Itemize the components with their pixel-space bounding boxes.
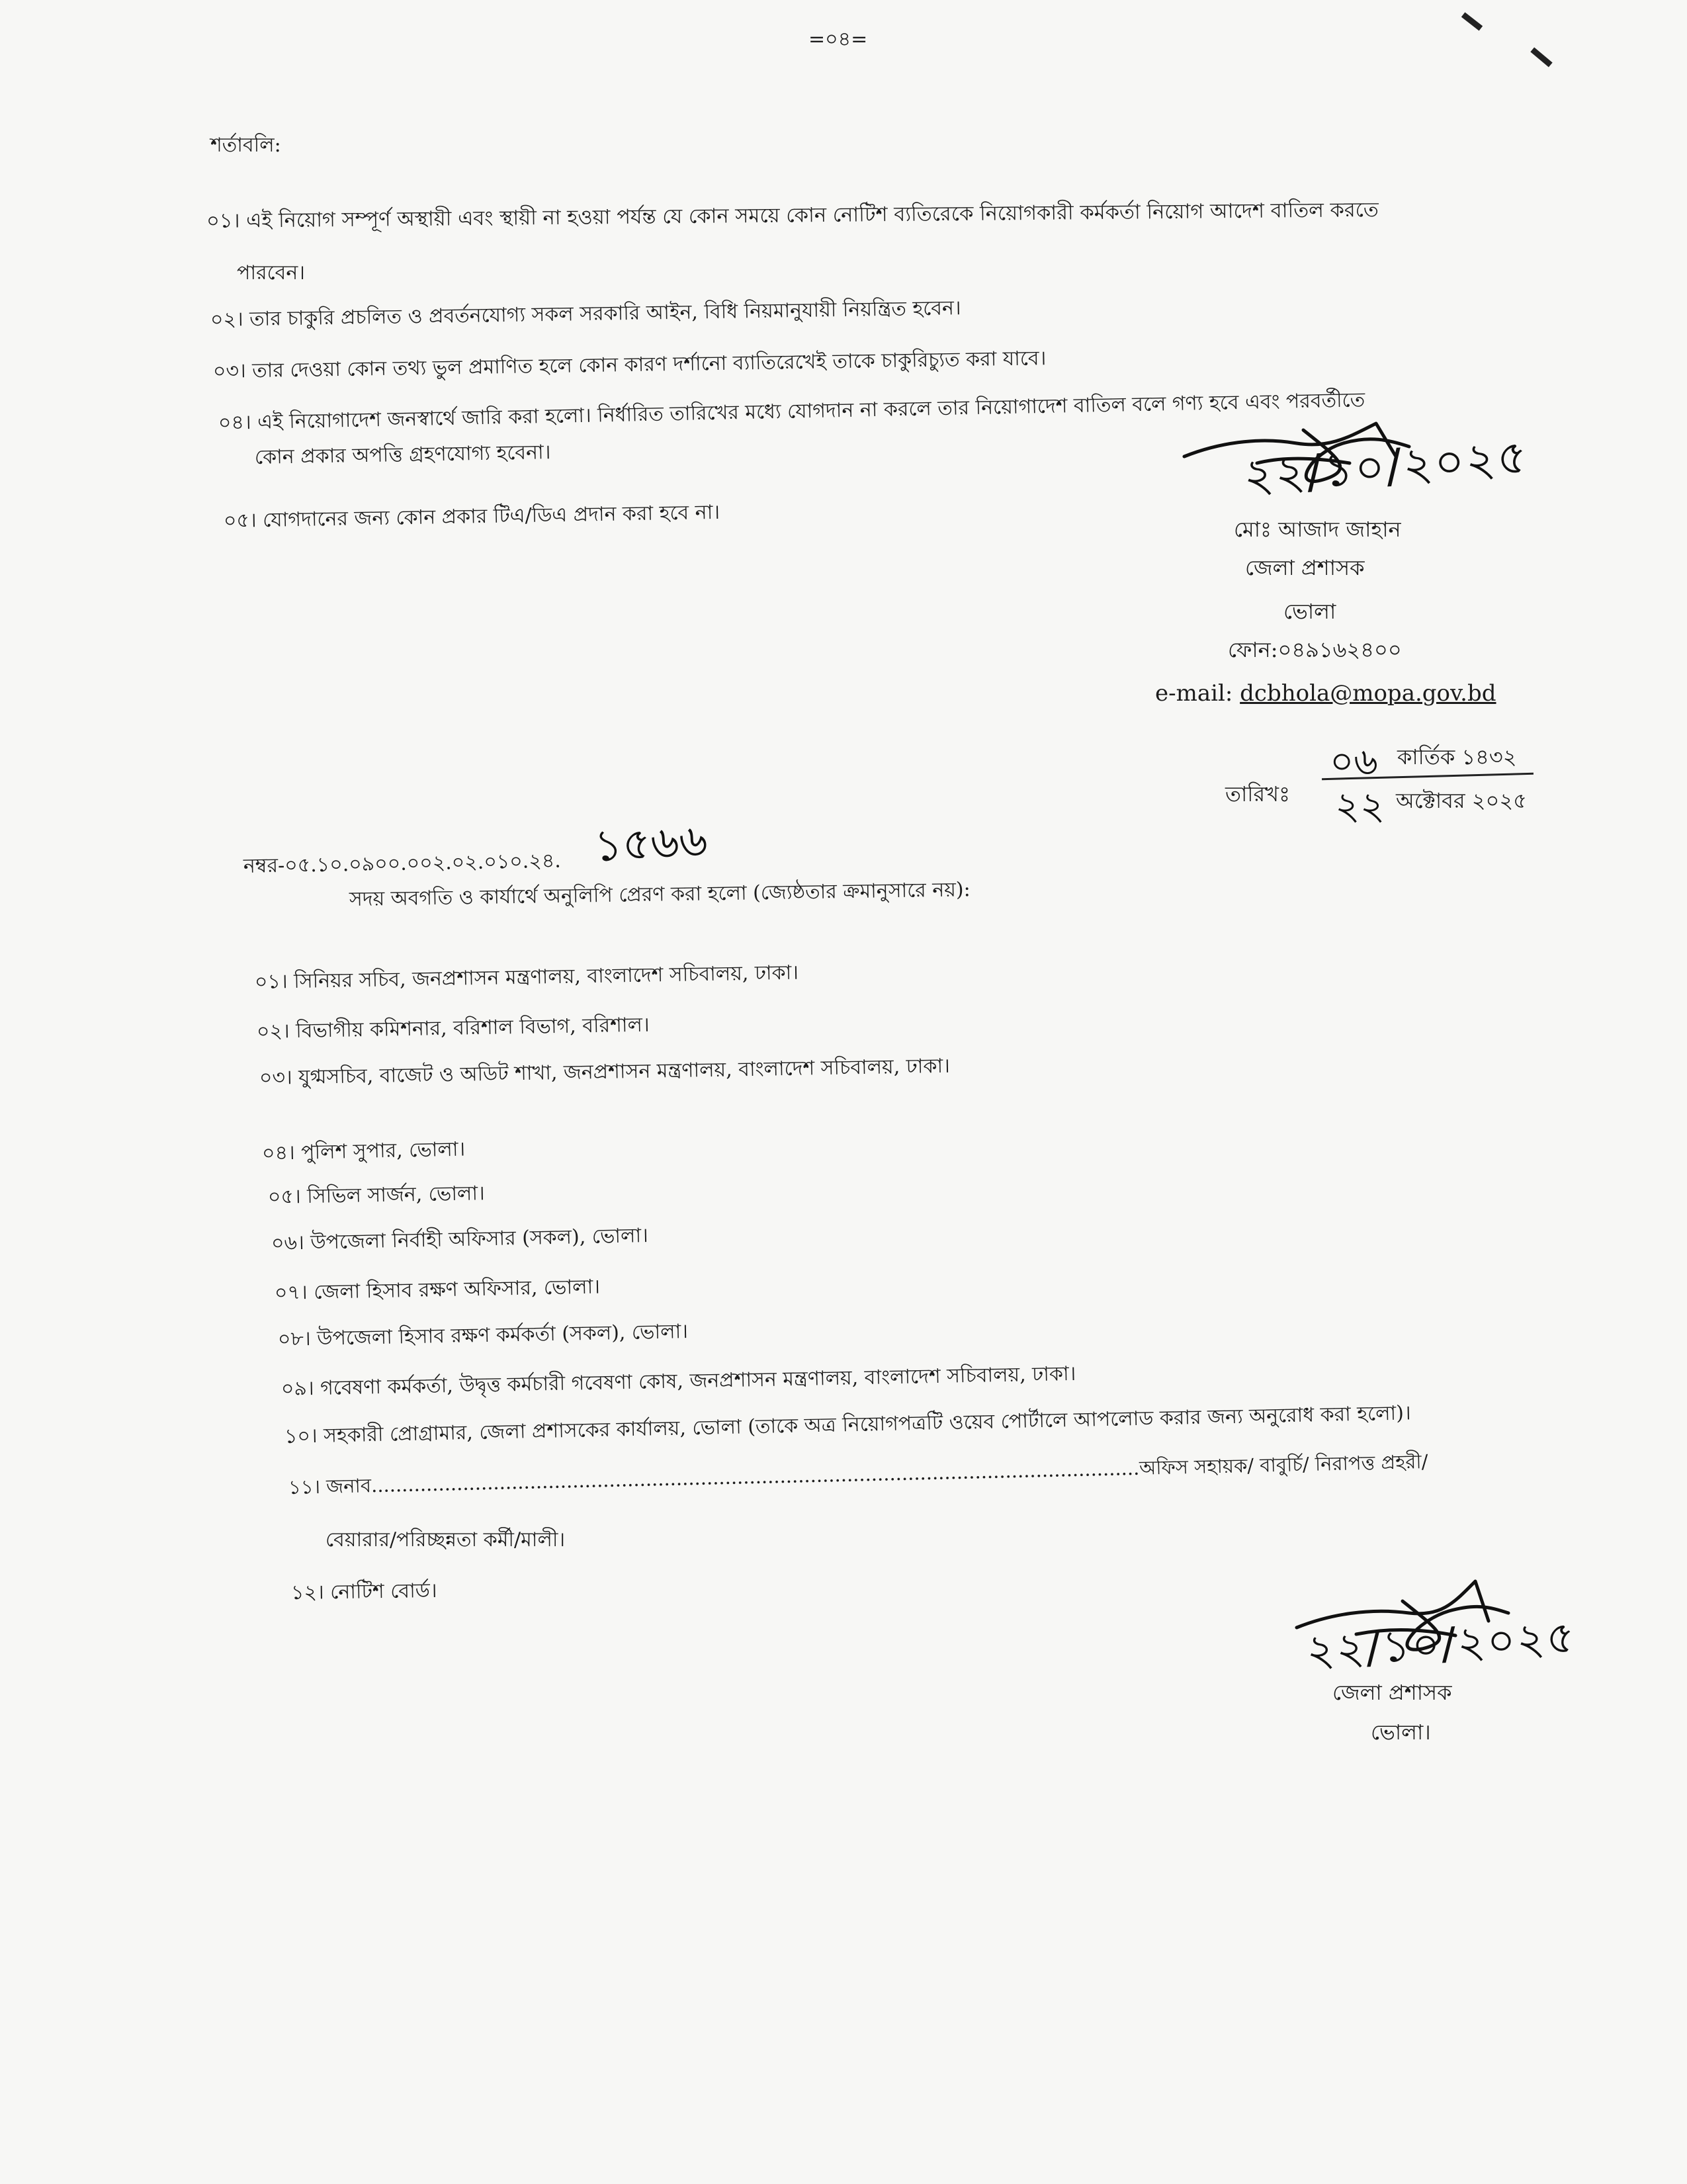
date-english-day: ২২ [1335,783,1385,828]
officer-designation: জেলা প্রশাসক [1245,555,1365,580]
date-label: তারিখঃ [1225,781,1291,807]
conditions-heading: শর্তাবলি: [210,134,281,157]
officer-phone: ফোন:০৪৯১৬২৪০০ [1228,637,1402,662]
email-address[interactable]: dcbhola@mopa.gov.bd [1240,680,1496,707]
memo-number: নম্বর-০৫.১০.০৯০০.০০২.০২.০১০.২৪. [243,849,562,878]
copy-item-03: ০৩। যুগ্মসচিব, বাজেট ও অডিট শাখা, জনপ্রশাসন মন্ত্রণালয়, বাংলাদেশ সচিবালয়, ঢাকা। [259,1054,951,1090]
copy-item-11-cont: বেয়ারার/পরিচ্ছন্নতা কর্মী/মালী। [325,1528,566,1551]
copy-item-06: ০৬। উপজেলা নির্বাহী অফিসার (সকল), ভোলা। [271,1224,649,1255]
page-number: =০৪= [808,28,868,51]
copy-item-09: ০৯। গবেষণা কর্মকর্তা, উদ্বৃত্ত কর্মচারী গবেষণা কোষ, জনপ্রশাসন মন্ত্রণালয়, বাংলাদেশ সচিবালয়, ঢাকা। [281,1362,1076,1401]
copy-item-02: ০২। বিভাগীয় কমিশনার, বরিশাল বিভাগ, বরিশাল। [256,1013,650,1043]
staple-mark-bottom [1530,47,1552,67]
email-label: e-mail: [1155,680,1233,707]
copy-item-07: ০৭। জেলা হিসাব রক্ষণ অফিসার, ভোলা। [274,1275,601,1305]
condition-04-cont: কোন প্রকার অপত্তি গ্রহণযোগ্য হবেনা। [254,441,551,469]
copy-item-10: ১০। সহকারী প্রোগ্রামার, জেলা প্রশাসকের কার্যালয়, ভোলা (তাকে অত্র নিয়োগপত্রটি ওয়েব পোর্টালে আপলোড করার জন্য অনুরোধ করা হলো)। [284,1401,1411,1448]
condition-01-cont: পারবেন। [237,261,305,284]
condition-05: ০৫। যোগদানের জন্য কোন প্রকার টিএ/ডিএ প্রদান করা হবে না। [223,500,720,533]
officer-name: মোঃ আজাদ জাহান [1234,517,1401,542]
officer-district: ভোলা [1283,599,1336,624]
copy-item-12: ১২। নোটিশ বোর্ড। [290,1579,437,1604]
date-english-month-year: অক্টোবর ২০২৫ [1396,788,1527,813]
signature-2-district: ভোলা। [1371,1720,1431,1745]
signature-1-date: ২২/১০/২০২৫ [1242,429,1530,503]
signature-2-designation: জেলা প্রশাসক [1332,1680,1452,1705]
condition-01: ০১। এই নিয়োগ সম্পূর্ণ অস্থায়ী এবং স্থায়ী না হওয়া পর্যন্ত যে কোন সময়ে কোন নোটিশ ব্যতিরেকে নিয়োগকারী কর্মকর্তা নিয়োগ আদেশ বাতিল করতে [206,198,1379,233]
condition-04: ০৪। এই নিয়োগাদেশ জনস্বার্থে জারি করা হলো। নির্ধারিত তারিখের মধ্যে যোগদান না করলে তার নিয়োগাদেশ বাতিল বলে গণ্য হবে এবং পরবর্তীতে [218,388,1365,435]
copy-item-05: ০৫। সিভিল সার্জন, ভোলা। [267,1182,486,1209]
copy-item-01: ০১। সিনিয়র সচিব, জনপ্রশাসন মন্ত্রণালয়, বাংলাদেশ সচিবালয়, ঢাকা। [254,961,799,994]
staple-mark-top [1461,12,1483,30]
condition-03: ০৩। তার দেওয়া কোন তথ্য ভুল প্রমাণিত হলে কোন কারণ দর্শানো ব্যাতিরেখেই তাকে চাকুরিচ্যুত করা যাবে। [212,347,1047,383]
copy-intro: সদয় অবগতি ও কার্যার্থে অনুলিপি প্রেরণ করা হলো (জ্যেষ্ঠতার ক্রমানুসারে নয়): [349,878,971,911]
copy-item-08: ০৮। উপজেলা হিসাব রক্ষণ কর্মকর্তা (সকল), ভোলা। [277,1320,689,1351]
officer-email-row [1155,680,1496,707]
copy-item-11: ১১। জনাব..............................................................................................................................অফিস সহায়ক/ বাবুর্চি/ নিরাপত্ত প্রহরী/ [288,1450,1428,1499]
date-bangla-day: ০৬ [1330,740,1378,783]
copy-item-04: ০৪। পুলিশ সুপার, ভোলা। [261,1137,466,1165]
date-bangla-month-year: কার্তিক ১৪৩২ [1397,744,1517,769]
condition-02: ০২। তার চাকুরি প্রচলিত ও প্রবর্তনযোগ্য সকল সরকারি আইন, বিধি নিয়মানুযায়ী নিয়ন্ত্রিত হবেন। [210,296,961,331]
memo-handwritten-number: ১৫৬৬ [593,814,709,872]
signature-2-date: ২২/১০/২০২৫ [1305,1611,1578,1677]
